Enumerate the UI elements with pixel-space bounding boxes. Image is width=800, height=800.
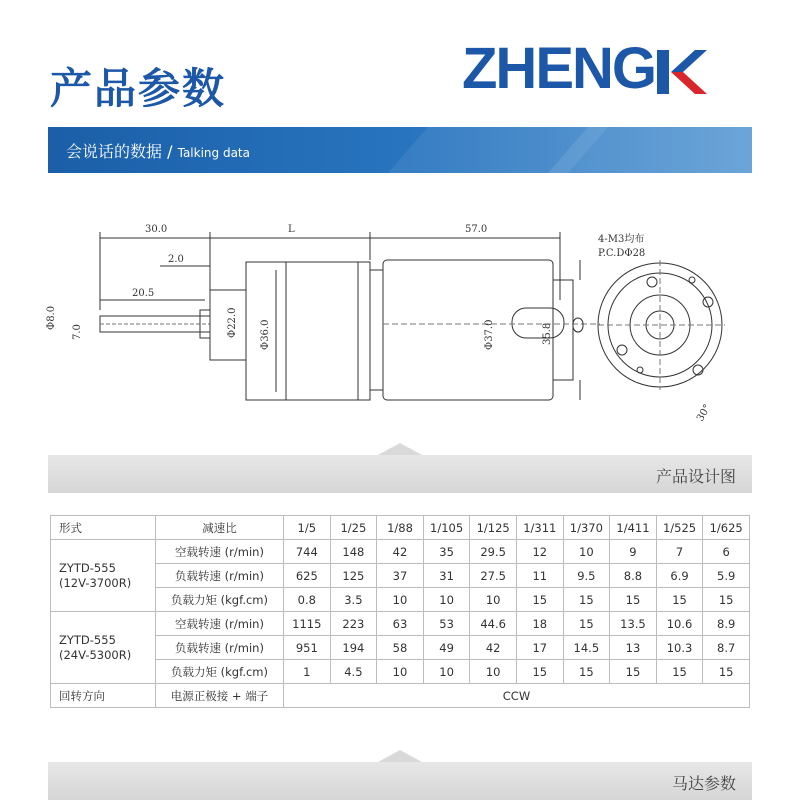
value-cell: 8.8 bbox=[610, 564, 657, 588]
value-cell: 10 bbox=[563, 540, 610, 564]
model-name: ZYTD-555 bbox=[59, 632, 116, 647]
banner-en: Talking data bbox=[177, 146, 250, 160]
dim-motor-37: Φ37.0 bbox=[484, 319, 495, 350]
value-cell: 15 bbox=[656, 660, 703, 684]
row-label: 负载转速 (r/min) bbox=[156, 564, 284, 588]
value-cell: 223 bbox=[330, 612, 377, 636]
page-title: 产品参数 bbox=[50, 64, 227, 113]
value-cell: 37 bbox=[377, 564, 424, 588]
value-cell: 10 bbox=[470, 660, 517, 684]
table-row bbox=[51, 660, 750, 684]
table-row bbox=[51, 588, 750, 612]
dim-2: 2.0 bbox=[168, 254, 184, 265]
value-cell: 6.9 bbox=[656, 564, 703, 588]
value-cell: 27.5 bbox=[470, 564, 517, 588]
value-cell: 15 bbox=[563, 588, 610, 612]
banner-sep: / bbox=[167, 142, 173, 161]
rotation-condition: 电源正极接 + 端子 bbox=[156, 684, 284, 708]
ratio-cell: 1/88 bbox=[377, 516, 424, 540]
value-cell: 10 bbox=[377, 588, 424, 612]
model-spec: (12V-3700R) bbox=[59, 575, 132, 590]
ratio-cell: 1/625 bbox=[703, 516, 750, 540]
value-cell: 31 bbox=[423, 564, 470, 588]
dim-gearbox-36: Φ36.0 bbox=[260, 319, 271, 350]
row-label: 空载转速 (r/min) bbox=[156, 540, 284, 564]
talking-data-banner bbox=[48, 127, 752, 173]
row-label: 负载转速 (r/min) bbox=[156, 636, 284, 660]
ratio-cell: 1/370 bbox=[563, 516, 610, 540]
value-cell: 10.3 bbox=[656, 636, 703, 660]
value-cell: 53 bbox=[423, 612, 470, 636]
table-row bbox=[51, 612, 750, 636]
value-cell: 15 bbox=[563, 612, 610, 636]
table-row bbox=[51, 540, 750, 564]
brand-logo bbox=[462, 36, 762, 101]
dim-l: L bbox=[288, 224, 295, 235]
motor-technical-drawing bbox=[40, 210, 760, 440]
rotation-value: CCW bbox=[284, 684, 750, 708]
row-label: 负载力矩 (kgf.cm) bbox=[156, 588, 284, 612]
header-form: 形式 bbox=[51, 516, 156, 540]
ratio-cell: 1/5 bbox=[284, 516, 331, 540]
value-cell: 15 bbox=[516, 660, 563, 684]
table-row bbox=[51, 636, 750, 660]
value-cell: 15 bbox=[703, 588, 750, 612]
value-cell: 63 bbox=[377, 612, 424, 636]
value-cell: 10 bbox=[470, 588, 517, 612]
value-cell: 10.6 bbox=[656, 612, 703, 636]
rotation-label: 回转方向 bbox=[51, 684, 156, 708]
value-cell: 125 bbox=[330, 564, 377, 588]
value-cell: 15 bbox=[516, 588, 563, 612]
value-cell: 15 bbox=[610, 660, 657, 684]
value-cell: 58 bbox=[377, 636, 424, 660]
ratio-cell: 1/525 bbox=[656, 516, 703, 540]
value-cell: 14.5 bbox=[563, 636, 610, 660]
value-cell: 951 bbox=[284, 636, 331, 660]
table-row bbox=[51, 564, 750, 588]
value-cell: 6 bbox=[703, 540, 750, 564]
section-motor-bar bbox=[48, 762, 752, 800]
value-cell: 15 bbox=[610, 588, 657, 612]
value-cell: 15 bbox=[703, 660, 750, 684]
spec-table bbox=[50, 515, 750, 708]
value-cell: 42 bbox=[470, 636, 517, 660]
value-cell: 1 bbox=[284, 660, 331, 684]
section-design-bar bbox=[48, 455, 752, 493]
value-cell: 49 bbox=[423, 636, 470, 660]
value-cell: 148 bbox=[330, 540, 377, 564]
value-cell: 15 bbox=[563, 660, 610, 684]
ratio-cell: 1/311 bbox=[516, 516, 563, 540]
row-label: 空载转速 (r/min) bbox=[156, 612, 284, 636]
model-cell bbox=[51, 540, 156, 612]
model-rows bbox=[51, 540, 750, 684]
value-cell: 17 bbox=[516, 636, 563, 660]
note-angle-30: 30° bbox=[695, 402, 714, 424]
value-cell: 5.9 bbox=[703, 564, 750, 588]
banner-cn: 会说话的数据 bbox=[66, 142, 163, 161]
dim-flat-7: 7.0 bbox=[72, 324, 83, 340]
value-cell: 13 bbox=[610, 636, 657, 660]
value-cell: 10 bbox=[423, 660, 470, 684]
section-design-label: 产品设计图 bbox=[655, 467, 736, 486]
section-motor-label: 马达参数 bbox=[671, 774, 736, 793]
value-cell: 10 bbox=[423, 588, 470, 612]
value-cell: 13.5 bbox=[610, 612, 657, 636]
dim-20-5: 20.5 bbox=[132, 288, 155, 299]
value-cell: 7 bbox=[656, 540, 703, 564]
dim-motor-35-8: 35.8 bbox=[542, 322, 553, 345]
value-cell: 625 bbox=[284, 564, 331, 588]
ratio-cell: 1/105 bbox=[423, 516, 470, 540]
section-design-notch bbox=[378, 443, 422, 455]
value-cell: 744 bbox=[284, 540, 331, 564]
value-cell: 11 bbox=[516, 564, 563, 588]
model-spec: (24V-5300R) bbox=[59, 647, 132, 662]
dim-57: 57.0 bbox=[465, 224, 488, 235]
dim-boss-22: Φ22.0 bbox=[227, 307, 238, 338]
value-cell: 1115 bbox=[284, 612, 331, 636]
note-4-m3: 4-M3均布 bbox=[598, 234, 645, 245]
ratio-cell: 1/411 bbox=[610, 516, 657, 540]
dim-30: 30.0 bbox=[145, 224, 168, 235]
banner-label bbox=[66, 139, 250, 162]
model-cell bbox=[51, 612, 156, 684]
ratio-cell: 1/125 bbox=[470, 516, 517, 540]
value-cell: 12 bbox=[516, 540, 563, 564]
logo-k-mark-icon bbox=[657, 50, 707, 94]
value-cell: 4.5 bbox=[330, 660, 377, 684]
value-cell: 194 bbox=[330, 636, 377, 660]
row-label: 负载力矩 (kgf.cm) bbox=[156, 660, 284, 684]
value-cell: 9 bbox=[610, 540, 657, 564]
value-cell: 44.6 bbox=[470, 612, 517, 636]
value-cell: 3.5 bbox=[330, 588, 377, 612]
model-name: ZYTD-555 bbox=[59, 560, 116, 575]
value-cell: 0.8 bbox=[284, 588, 331, 612]
header-ratio: 减速比 bbox=[156, 516, 284, 540]
value-cell: 35 bbox=[423, 540, 470, 564]
logo-wordmark: ZHENG bbox=[462, 36, 655, 101]
dim-shaft-8: Φ8.0 bbox=[46, 305, 57, 330]
rotation-row bbox=[51, 684, 750, 708]
note-pcd28: P.C.DΦ28 bbox=[598, 248, 646, 259]
value-cell: 9.5 bbox=[563, 564, 610, 588]
value-cell: 29.5 bbox=[470, 540, 517, 564]
section-motor-notch bbox=[378, 750, 422, 762]
value-cell: 42 bbox=[377, 540, 424, 564]
table-header-row bbox=[51, 516, 750, 540]
value-cell: 15 bbox=[656, 588, 703, 612]
value-cell: 8.7 bbox=[703, 636, 750, 660]
value-cell: 18 bbox=[516, 612, 563, 636]
value-cell: 8.9 bbox=[703, 612, 750, 636]
ratio-cell: 1/25 bbox=[330, 516, 377, 540]
value-cell: 10 bbox=[377, 660, 424, 684]
